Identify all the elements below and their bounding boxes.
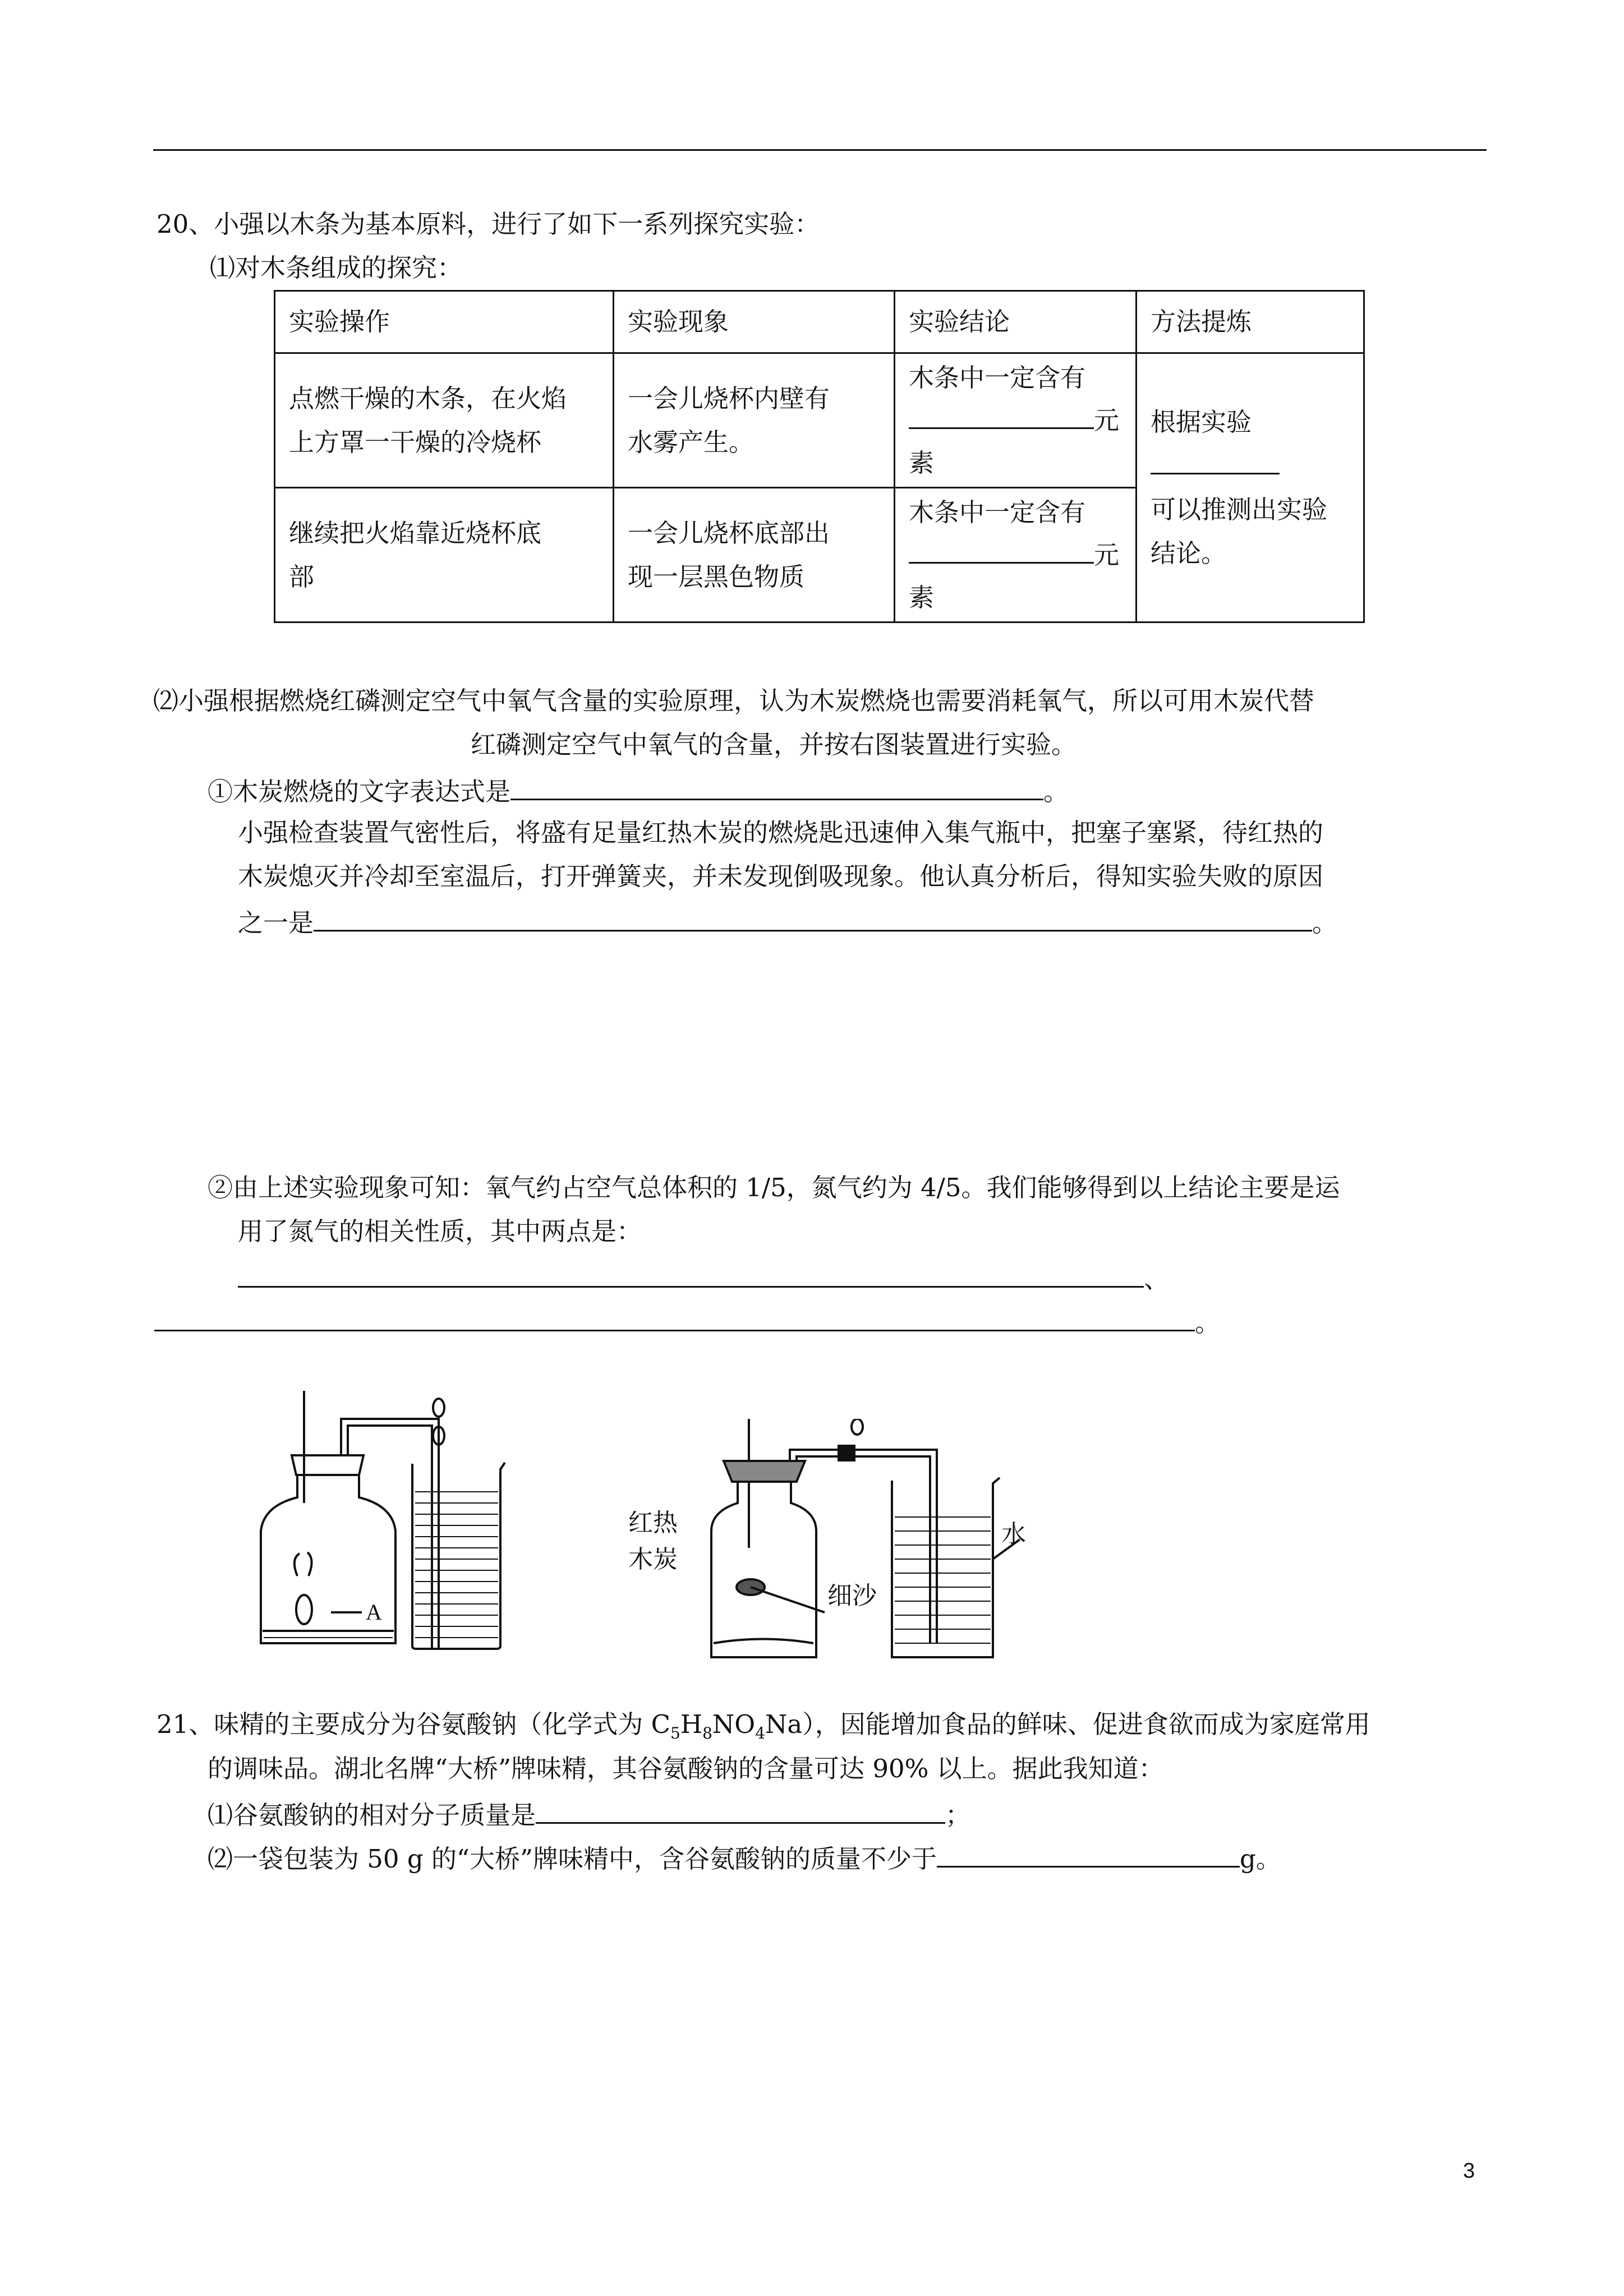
q21-part1-end: ； [945,1800,971,1830]
q20-para3-end: 。 [1312,908,1338,938]
label-charcoal: 木炭 [628,1545,678,1574]
row2-conclusion-blank-line [909,534,1122,577]
spring-clamp-icon [839,1446,854,1460]
water-beaker [892,1478,1000,1657]
q20-part2-line1: ⑵小强根据燃烧红磷测定空气中氧气含量的实验原理，认为木炭燃烧也需要消耗氧气，所以可用木炭代替 [153,686,1315,716]
method-line2: 可以推测出实验 [1151,494,1328,524]
q20-title: 20、小强以木条为基本原料，进行了如下一系列探究实验： [157,209,820,239]
q20-sub1 [208,773,1069,809]
beaker [412,1463,505,1649]
row2-conclusion-suffix: 元 [1094,540,1120,570]
apparatus-figure-right [611,1419,1060,1666]
q20-sub2-end: 。 [1195,1308,1221,1338]
rubber-stopper [724,1461,805,1482]
row1-conclusion-suffix: 元 [1094,405,1120,435]
row1-phenomenon [614,353,895,488]
row2-operation-line1: 继续把火焰靠近烧杯底 [289,518,542,548]
q20-para1: 小强检查装置气密性后，将盛有足量红热木炭的燃烧匙迅速伸入集气瓶中，把塞子塞紧，待红热的 [238,818,1324,847]
row2-operation [275,488,614,623]
q20-sub2-sep: 、 [1144,1264,1170,1294]
apparatus-figure-left [241,1391,589,1660]
q20-para3 [238,904,1337,940]
row1-conclusion-prefix: 木条中一定含有 [909,362,1086,393]
q21-part1-label: ⑴谷氨酸钠的相对分子质量是 [208,1800,536,1830]
page-number: 3 [1463,2159,1475,2183]
table-header-conclusion: 实验结论 [895,291,1137,353]
q20-sub2-line1: ②由上述实验现象可知：氧气约占空气总体积的 1/5，氮气约为 4/5。我们能够得到以上结论主要是运 [208,1173,1340,1202]
clamp-handle [852,1419,863,1435]
row2-phenomenon [614,488,895,623]
nitrogen-property1-answer-blank[interactable] [238,1260,1144,1288]
experiment-table [274,290,1365,623]
row1-phenomenon-line2: 水雾产生。 [628,427,755,457]
formula-no: NO [712,1709,756,1739]
spring-clip-icon [433,1399,444,1417]
row2-operation-line2: 部 [289,561,315,592]
bottle-stopper [292,1455,364,1475]
label-fine-sand: 细沙 [827,1582,877,1610]
q20-sub2-blank-line1 [238,1260,1169,1296]
failure-reason-answer-blank[interactable] [314,904,1312,932]
q21-part1 [208,1796,970,1832]
q21-part2 [208,1840,1281,1876]
label-a: A [366,1599,382,1625]
combustion-spoon [296,1595,312,1624]
q21-part2-label: ⑵一袋包装为 50 g 的“大桥”牌味精中，含谷氨酸钠的质量不少于 [208,1844,937,1874]
row1-conclusion-blank-line [909,399,1122,442]
row2-phenomenon-line2: 现一层黑色物质 [628,561,805,592]
row1-operation [275,353,614,488]
q20-para3-prefix: 之一是 [238,908,314,938]
q20-sub1-label: ①木炭燃烧的文字表达式是 [208,777,511,806]
table-header-operation: 实验操作 [275,291,614,353]
flame-icon [295,1552,312,1576]
method-line1: 根据实验 [1151,407,1252,437]
formula-sub-5: 5 [670,1724,680,1742]
method-answer-blank[interactable] [1151,447,1280,474]
formula-sub-8: 8 [702,1724,712,1742]
row1-conclusion [895,353,1137,488]
label-water: 水 [1001,1520,1026,1548]
formula-h: H [680,1709,703,1739]
row1-operation-line2: 上方罩一干燥的冷烧杯 [289,427,542,457]
fine-sand [714,1639,813,1644]
row2-conclusion [895,488,1137,623]
row2-conclusion-prefix: 木条中一定含有 [909,497,1086,527]
table-header-method: 方法提炼 [1137,291,1364,353]
row1-conclusion-suffix2: 素 [909,448,935,478]
method-blank-line [1151,444,1350,488]
row2-phenomenon-line1: 一会儿烧杯底部出 [628,518,830,548]
nitrogen-property2-answer-blank[interactable] [154,1304,1195,1331]
glass-tube [341,1419,439,1649]
header-rule [153,149,1487,151]
label-red-hot: 红热 [628,1509,678,1537]
q20-sub2-blank-line2 [154,1304,1220,1340]
sand-pointer [751,1587,825,1612]
table-header-phenomenon: 实验现象 [614,291,895,353]
q21-line1-a: 21、味精的主要成分为谷氨酸钠（化学式为 C [157,1709,670,1739]
method-cell [1137,353,1364,623]
q21-line1-b: Na），因能增加食品的鲜味、促进食欲而成为家庭常用 [765,1709,1370,1739]
word-equation-answer-blank[interactable] [510,773,1043,800]
connecting-tube [790,1450,937,1643]
row1-element-answer-blank[interactable] [909,402,1094,429]
q21-line1 [157,1708,1370,1750]
q21-part2-end: g。 [1240,1844,1281,1874]
q20-sub1-end: 。 [1043,777,1069,806]
q21-line2: 的调味品。湖北名牌“大桥”牌味精，其谷氨酸钠的含量可达 90% 以上。据此我知道： [208,1754,1164,1783]
q20-para2: 木炭熄灭并冷却至室温后，打开弹簧夹，并未发现倒吸现象。他认真分析后，得知实验失败的原因 [238,861,1324,891]
collecting-bottle [711,1482,816,1657]
q20-sub2-line2: 用了氮气的相关性质，其中两点是： [238,1216,642,1246]
row2-element-answer-blank[interactable] [909,536,1094,564]
row2-conclusion-suffix2: 素 [909,582,935,612]
q20-part2-line2: 红磷测定空气中氧气的含量，并按右图装置进行实验。 [471,730,1077,759]
mass-answer-blank[interactable] [937,1840,1240,1868]
molar-mass-answer-blank[interactable] [536,1796,945,1824]
row1-operation-line1: 点燃干燥的木条，在火焰 [289,383,567,413]
method-line3: 结论。 [1151,538,1227,568]
q20-part1-label: ⑴对木条组成的探究： [210,253,463,283]
row1-phenomenon-line1: 一会儿烧杯内壁有 [628,383,830,413]
formula-sub-4: 4 [755,1724,766,1742]
